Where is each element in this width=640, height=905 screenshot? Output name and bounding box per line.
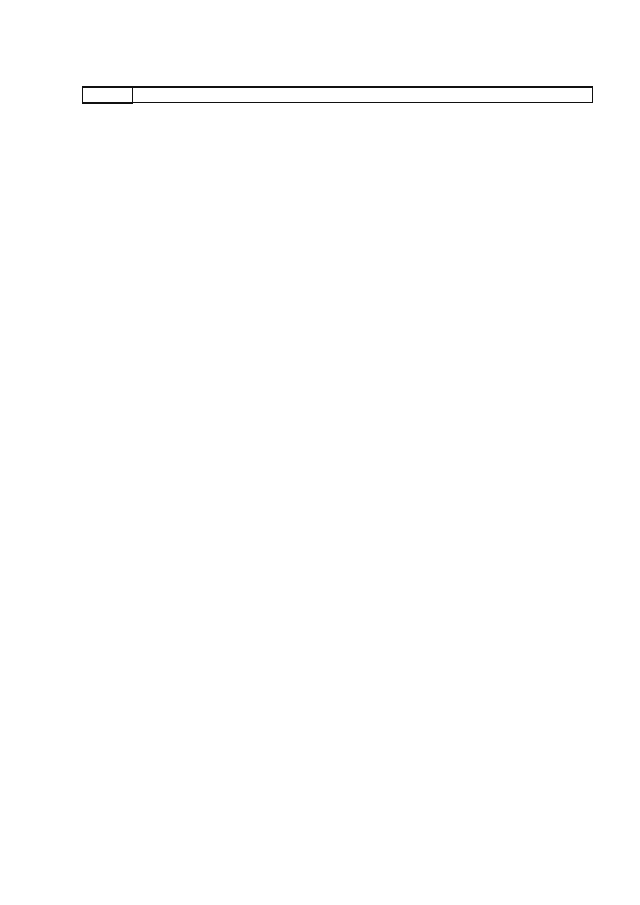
weight-column-header	[83, 87, 133, 103]
tariff-table	[82, 86, 593, 104]
distance-header	[133, 87, 593, 103]
table-header	[83, 87, 593, 103]
tariff-table-container	[82, 86, 592, 104]
